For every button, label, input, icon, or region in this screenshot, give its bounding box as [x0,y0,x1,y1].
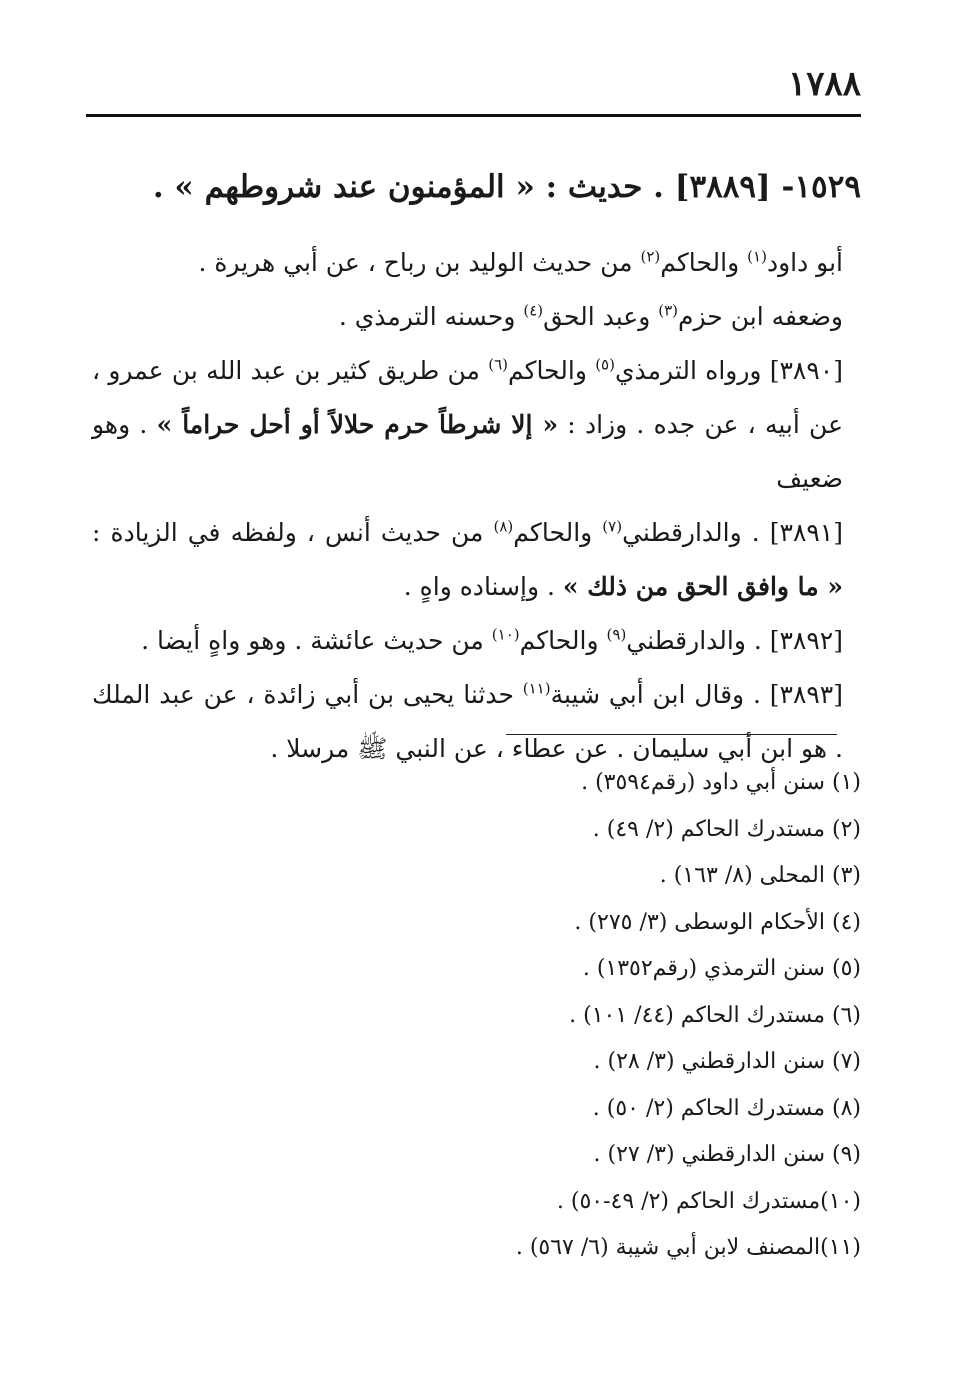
footnote-marker: (٣) [658,301,679,320]
footnote-marker: (١) [747,247,767,266]
text-segment: من طريق كثير بن عبد الله بن عمرو ، عن أبيه ، عن جده . وزاد : [92,356,843,439]
text-segment: من حديث أنس ، ولفظه في الزيادة : [92,518,494,547]
footnote-marker: (١١) [522,679,551,698]
footnote-item: (٤) الأحكام الوسطى (٣/ ٢٧٥) . [574,909,861,935]
quoted-text: « ما وافق الحق من ذلك » [562,572,843,601]
footnote-marker: (٩) [606,625,627,644]
text-segment: وعبد الحق [543,302,659,331]
page-number: ١٧٨٨ [787,64,861,104]
footnote-marker: (٦) [488,355,508,374]
hadith-number: ١٥٢٩ [794,169,861,205]
text-segment: والحاكم [660,248,748,277]
paragraph [92,614,843,668]
footnote-marker: (٨) [493,517,514,536]
footnotes-list [301,760,861,1272]
footnote-item: (١٠)مستدرك الحاكم (٢/ ٤٩-٥٠) . [556,1188,861,1214]
hadith-label: حديث : [545,169,643,205]
text-segment: أبو داود [766,248,843,277]
footnote-item: (٧) سنن الدارقطني (٣/ ٢٨) . [593,1049,861,1074]
header-rule [86,114,861,117]
text-segment: والحاكم [519,626,607,655]
footnote-item: (١١)المصنف لابن أبي شيبة (٦/ ٥٦٧) . [515,1235,861,1260]
text-segment: [٣٨٩٢] . والدارقطني [626,626,843,655]
paragraph [92,236,843,290]
text-segment: [٣٨٩٠] ورواه الترمذي [614,356,843,385]
footnote-item: (٦) مستدرك الحاكم (٤٤/ ١٠١) . [569,1002,861,1028]
footnote-marker: (٧) [602,517,623,536]
hadith-ref: [٣٨٨٩] [674,169,771,205]
footnote-marker: (٥) [595,355,615,374]
footnote-item: (١) سنن أبي داود (رقم٣٥٩٤) . [581,770,861,795]
paragraph [92,344,843,506]
hadith-title: ١٥٢٩- [٣٨٨٩] . حديث : « المؤمنون عند شروطهم » . [152,169,861,205]
footnote-item: (٨) مستدرك الحاكم (٢/ ٥٠) . [592,1095,861,1121]
text-segment: [٣٨٩١] . والدارقطني [622,518,843,547]
text-segment: والحاكم [507,356,596,385]
footnote-item: (٩) سنن الدارقطني (٣/ ٢٧) . [593,1142,861,1167]
text-segment: . وهو ضعيف [92,410,843,493]
text-segment: [٣٨٩٣] . وقال ابن أبي شيبة [550,680,843,709]
text-segment: وضعفه ابن حزم [678,302,843,331]
footnote-item: (٥) سنن الترمذي (رقم١٣٥٢) . [582,956,861,981]
text-segment: حدثنا يحيى بن أبي زائدة ، عن عبد الملك . هو ابن أبي سليمان . عن عطاء ، عن النبي ﷺ مرسلا . [92,680,843,763]
footnote-item: (٢) مستدرك الحاكم (٢/ ٤٩) . [592,816,861,842]
text-segment: من حديث الوليد بن رباح ، عن أبي هريرة . [198,248,641,277]
quoted-text: « إلا شرطاً حرم حلالاً أو أحل حراماً » [156,410,559,439]
hadith-text: « المؤمنون عند شروطهم » . [152,169,535,205]
footnote-marker: (٢) [640,247,661,266]
footnote-marker: (٤) [523,301,544,320]
footnote-item: (٣) المحلى (٨/ ١٦٣) . [659,863,861,888]
text-segment: وحسنه الترمذي . [338,302,524,331]
body-text [92,236,843,776]
text-segment: . وإسناده واهٍ . [403,572,563,601]
footnote-rule [506,734,837,735]
paragraph [92,506,843,614]
footnote-marker: (١٠) [491,625,520,644]
paragraph [92,290,843,344]
text-segment: والحاكم [513,518,603,547]
text-segment: من حديث عائشة . وهو واهٍ أيضا . [141,626,492,655]
